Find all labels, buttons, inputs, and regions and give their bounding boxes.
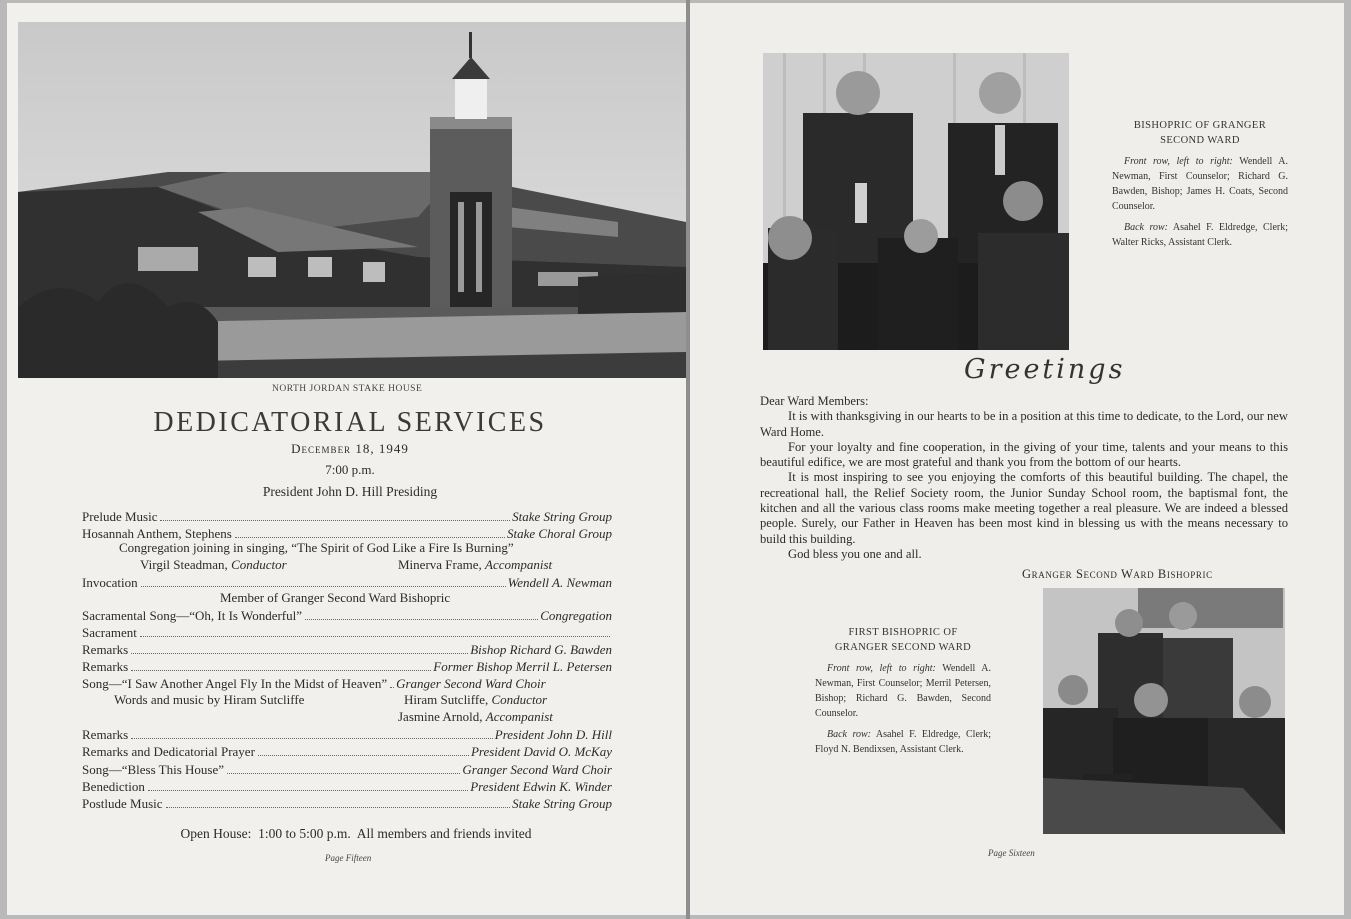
bishopric-caption (1112, 118, 1288, 256)
bishopric-caption-title: BISHOPRIC OF GRANGER SECOND WARD (1133, 120, 1267, 146)
program-performer: Former Bishop Merril L. Petersen (433, 659, 612, 674)
program-row (82, 795, 612, 812)
back-row-names: Asahel F. Eldredge, Clerk; Walter Ricks, Assistant Clerk. (1112, 222, 1288, 248)
choir-accompanist-role: Accompanist (485, 709, 553, 724)
program-row (82, 743, 612, 760)
first-bishopric-photo (1043, 588, 1285, 834)
letter-closing: God bless you one and all. (788, 546, 922, 561)
program-item: Remarks (82, 659, 129, 674)
program-row (82, 778, 612, 795)
program-item: Remarks and Dedicatorial Prayer (82, 744, 255, 759)
front-row-label: Front row, left to right: (1124, 156, 1233, 167)
program-row (82, 624, 612, 641)
program-row (82, 726, 612, 743)
greetings-heading: Greetings (964, 354, 1126, 385)
choir-conductor-line (404, 692, 547, 708)
bishopric-back-row (1112, 220, 1288, 250)
first-bishopric-caption (815, 625, 991, 763)
conductor-name: Virgil Steadman, (140, 557, 232, 572)
choir-accompanist-line (398, 709, 553, 725)
program-performer: Wendell A. Newman (507, 575, 612, 590)
program-performer: President Edwin K. Winder (470, 779, 612, 794)
program-item: Prelude Music (82, 509, 158, 524)
presiding-line: President John D. Hill Presiding (262, 484, 438, 499)
program-item: Song—“I Saw Another Angel Fly In the Midst of Heaven” (82, 676, 388, 691)
service-time: 7:00 p.m. (325, 462, 375, 477)
program-item: Benediction (82, 779, 145, 794)
choir-conductor-role: Conductor (491, 692, 548, 707)
program-performer: President David O. McKay (470, 744, 612, 759)
program-performer: Stake String Group (512, 509, 612, 524)
program-performer: Granger Second Ward Choir (462, 762, 612, 777)
member-line: Member of Granger Second Ward Bishopric (220, 590, 451, 605)
page-number-left: Page Fifteen (325, 853, 372, 863)
accompanist-line (398, 557, 552, 573)
program-performer: Stake Choral Group (507, 526, 612, 541)
choir-accompanist-name: Jasmine Arnold, (398, 709, 486, 724)
page-number-right: Page Sixteen (988, 848, 1035, 858)
program-row (82, 508, 612, 525)
words-music-line: Words and music by Hiram Sutcliffe (114, 692, 305, 707)
front-row-names: Wendell A. Newman, First Counselor; Richard G. Bawden, Bishop; James H. Coats, Second Counselor. (1112, 156, 1289, 212)
first-bishopric-front-row (815, 661, 991, 721)
back-row-names: Asahel F. Eldredge, Clerk; Floyd N. Bendixsen, Assistant Clerk. (815, 729, 991, 755)
program-row (82, 761, 612, 778)
service-date: December 18, 1949 (291, 441, 409, 456)
open-house-line: Open House: 1:00 to 5:00 p.m. All members and friends invited (180, 826, 532, 841)
congregation-line: Congregation joining in singing, “The Spirit of God Like a Fire Is Burning” (119, 540, 514, 555)
program-row (82, 675, 612, 692)
greetings-letter (760, 394, 1288, 562)
accompanist-role: Accompanist (485, 557, 553, 572)
bishopric-photo (763, 53, 1069, 350)
first-bishopric-back-row (815, 727, 991, 757)
program-item: Song—“Bless This House” (82, 762, 225, 777)
program-item: Sacramental Song—“Oh, It Is Wonderful” (82, 608, 303, 623)
conductor-role: Conductor (231, 557, 287, 572)
choir-conductor-name: Hiram Sutcliffe, (404, 692, 492, 707)
stake-house-photo (18, 22, 686, 378)
front-row-names: Wendell A. Newman, First Counselor; Merril Petersen, Bishop; Richard G. Bawden, Second Counselor. (815, 663, 992, 719)
letter-paragraph: For your loyalty and fine cooperation, in the giving of your time, talents and your means to this beautiful edifice, we are most grateful and thank you from the bottom of our hearts. (760, 439, 1288, 470)
program-performer: Granger Second Ward Choir (396, 676, 546, 691)
back-row-label: Back row: (827, 729, 871, 740)
front-row-label: Front row, left to right: (827, 663, 936, 674)
bishopric-front-row (1112, 154, 1288, 214)
program-item: Remarks (82, 727, 129, 742)
letter-paragraph: It is most inspiring to see you enjoying the comforts of this beautiful building. The chapel, the recreational hall, the Relief Society room, the Junior Sunday School room, the baptismal font, the kitchen and all the various class rooms make meeting together a real pleasure. We are indeed a blessed people. Surely, our Father in Heaven has been most kind in blessing us with the means necessary to build this building. (760, 470, 1288, 546)
conductor-line (140, 557, 287, 573)
page-title: DEDICATORIAL SERVICES (153, 407, 547, 438)
letter-paragraph: It is with thanksgiving in our hearts to be in a position at this time to dedicate, to the Lord, our new Ward Home. (760, 409, 1288, 439)
letter-salutation: Dear Ward Members: (760, 394, 869, 408)
program-performer: Congregation (540, 608, 612, 623)
program-performer: Stake String Group (512, 796, 612, 811)
first-bishopric-caption-title: FIRST BISHOPRIC OF GRANGER SECOND WARD (834, 627, 972, 653)
letter-signature: Granger Second Ward Bishopric (1022, 567, 1213, 581)
accompanist-name: Minerva Frame, (398, 557, 486, 572)
program-item: Remarks (82, 642, 129, 657)
program-item: Postlude Music (82, 796, 163, 811)
program-row (82, 607, 612, 624)
program-row (82, 658, 612, 675)
program-item: Invocation (82, 575, 138, 590)
program-performer: Bishop Richard G. Bawden (470, 642, 612, 657)
program-item: Hosannah Anthem, Stephens (82, 526, 232, 541)
program-row (82, 574, 612, 591)
program-item: Sacrament (82, 625, 137, 640)
back-row-label: Back row: (1124, 222, 1168, 233)
program-performer: President John D. Hill (494, 727, 612, 742)
program-row (82, 641, 612, 658)
photo-caption: NORTH JORDAN STAKE HOUSE (272, 384, 423, 394)
